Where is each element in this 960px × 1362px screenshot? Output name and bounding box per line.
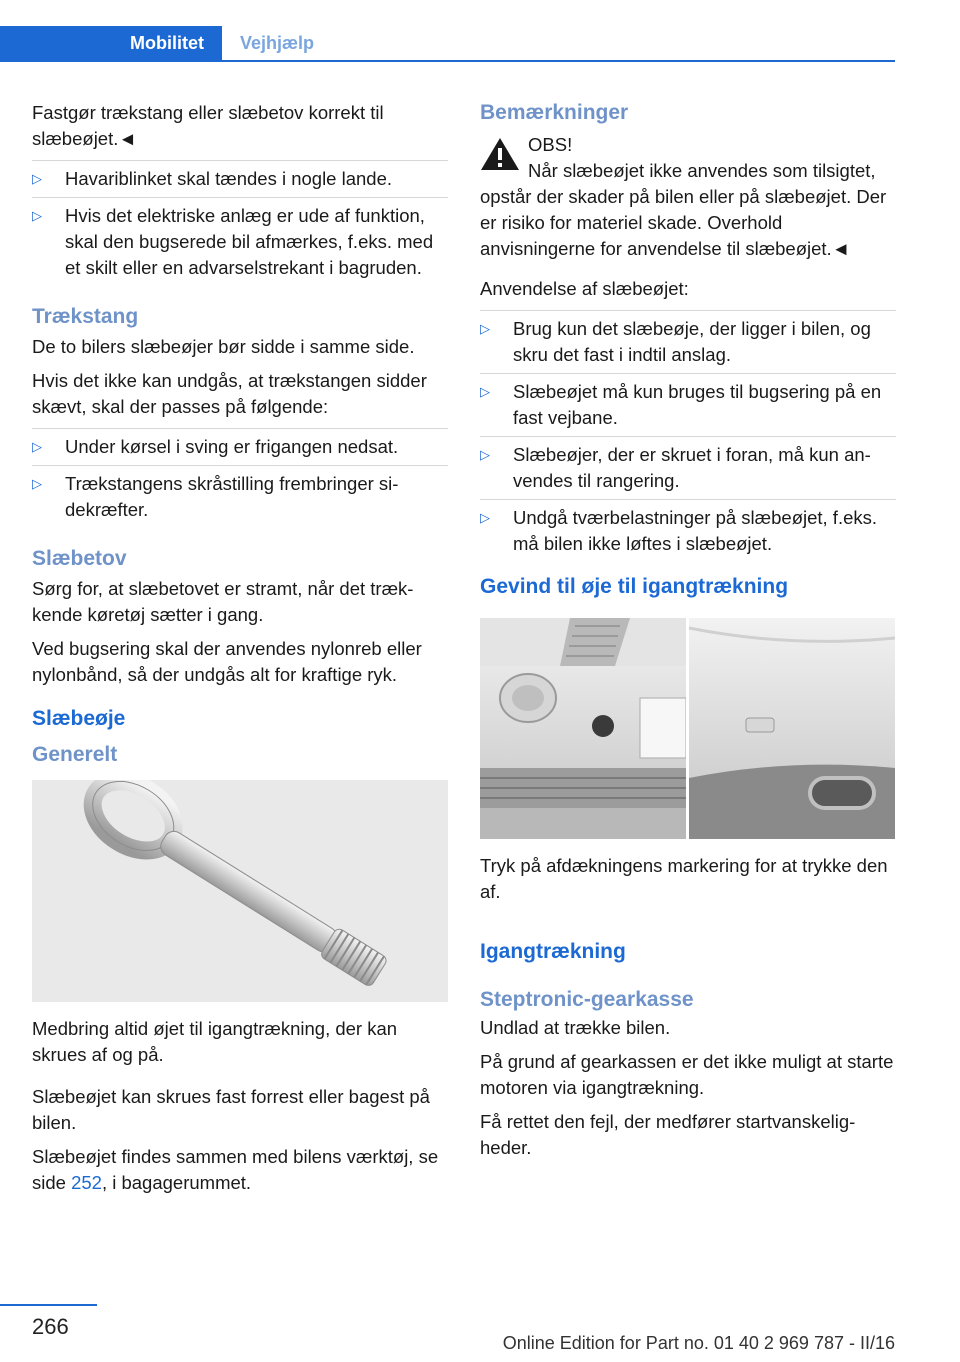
heading-igangtraekning: Igangtrækning xyxy=(480,940,626,963)
list-item: ▷ Slæbeøjet må kun bruges til bugsering på en fast vejbane. xyxy=(480,373,896,436)
tow-eye-illustration xyxy=(32,780,448,1002)
heading-generelt: Generelt xyxy=(32,743,118,766)
heading-bemaerkninger: Bemærkninger xyxy=(480,101,629,124)
bumper-illustration xyxy=(480,618,895,839)
heading-slaeboeje: Slæbeøje xyxy=(32,707,126,730)
steptronic-text-3: Få rettet den fejl, der medfører startvanskeligheder. xyxy=(480,1111,856,1158)
tab-vejhjaelp[interactable]: Vejhjælp xyxy=(240,33,315,53)
list-traekstang xyxy=(32,428,448,528)
list-arrow-icon: ▷ xyxy=(480,321,490,336)
warning-title: OBS! xyxy=(528,134,573,155)
steptronic-text-1: Undlad at trække bilen. xyxy=(480,1017,671,1038)
tab-mobilitet[interactable]: Mobilitet xyxy=(0,26,222,62)
header-rule xyxy=(0,60,895,62)
heading-traekstang: Trækstang xyxy=(32,305,139,328)
list-item: ▷ Hvis det elektriske anlæg er ude af funktion, skal den bugserede bil afmærkes, f.eks. med et skilt eller en advarselstrekant i bagruden. xyxy=(32,197,448,286)
warning-text: Når slæbeøjet ikke anvendes som tilsigtet, opstår der skader på bilen eller på slæbeøjet. Der er risiko for materiel skade. Overhold anvisningerne for anvendelse til slæbeøjet.◄ xyxy=(480,160,887,259)
header-tabbar xyxy=(0,26,895,62)
list-item: ▷ Havariblinket skal tændes i nogle lande. xyxy=(32,160,448,197)
list-arrow-icon: ▷ xyxy=(32,208,42,223)
list-arrow-icon: ▷ xyxy=(480,510,490,525)
list-item: ▷ Slæbeøjer, der er skruet i foran, må kun anvendes til rangering. xyxy=(480,436,896,499)
tow-eye-image xyxy=(32,780,448,1002)
caption-cover: Tryk på afdækningens markering for at trykke den af. xyxy=(480,855,888,902)
page-number: 266 xyxy=(32,1314,69,1339)
traekstang-text-1: De to bilers slæbeøjer bør sidde i samme side. xyxy=(32,336,415,357)
list-arrow-icon: ▷ xyxy=(32,439,42,454)
heading-gevind: Gevind til øje til igangtrækning xyxy=(480,575,789,598)
list-item: ▷ Under kørsel i sving er frigangen nedsat. xyxy=(32,428,448,465)
text-anvendelse: Anvendelse af slæbeøjet: xyxy=(480,278,689,299)
list-usage xyxy=(480,310,896,562)
list-item: ▷ Trækstangens skråstilling frembringer sidekræfter. xyxy=(32,465,448,528)
warning-box xyxy=(480,132,896,158)
list-arrow-icon: ▷ xyxy=(32,171,42,186)
list-hazard xyxy=(32,160,448,286)
intro-text: Fastgør trækstang eller slæbetov korrekt til slæbeøjet.◄ xyxy=(32,102,384,149)
list-arrow-icon: ▷ xyxy=(480,384,490,399)
heading-steptronic: Steptronic-gearkasse xyxy=(480,988,694,1011)
warning-triangle-icon xyxy=(480,136,520,172)
left-column xyxy=(32,100,448,1204)
text-location: Slæbeøjet findes sammen med bilens værktøj, se side 252, i bagagerummet. xyxy=(32,1146,439,1193)
traekstang-text-2: Hvis det ikke kan undgås, at trækstangen sidder skævt, skal der passes på følgende: xyxy=(32,370,427,417)
page-number-rule xyxy=(0,1304,97,1306)
edition-footer: Online Edition for Part no. 01 40 2 969 787 - II/16 xyxy=(502,1333,895,1353)
text-screw-position: Slæbeøjet kan skrues fast forrest eller bagest på bilen. xyxy=(32,1086,430,1133)
slaebetov-text-2: Ved bugsering skal der anvendes nylonreb eller nylonbånd, så der undgås alt for kraftige ryk. xyxy=(32,638,422,685)
bumper-image xyxy=(480,618,895,839)
heading-slaebetov: Slæbetov xyxy=(32,547,127,570)
slaebetov-text-1: Sørg for, at slæbetovet er stramt, når det trækkende køretøj sætter i gang. xyxy=(32,578,414,625)
right-column xyxy=(480,100,896,1169)
caption-tow-eye: Medbring altid øjet til igangtrækning, der kan skrues af og på. xyxy=(32,1018,398,1065)
list-item: ▷ Brug kun det slæbeøje, der ligger i bilen, og skru det fast i indtil anslag. xyxy=(480,310,896,373)
list-arrow-icon: ▷ xyxy=(480,447,490,462)
page-link-252[interactable]: 252 xyxy=(71,1172,102,1193)
steptronic-text-2: På grund af gearkassen er det ikke muligt at starte motoren via igangtrækning. xyxy=(480,1051,894,1098)
list-item: ▷ Undgå tværbelastninger på slæbeøjet, f.eks. må bilen ikke løftes i slæbeøjet. xyxy=(480,499,896,562)
list-arrow-icon: ▷ xyxy=(32,476,42,491)
